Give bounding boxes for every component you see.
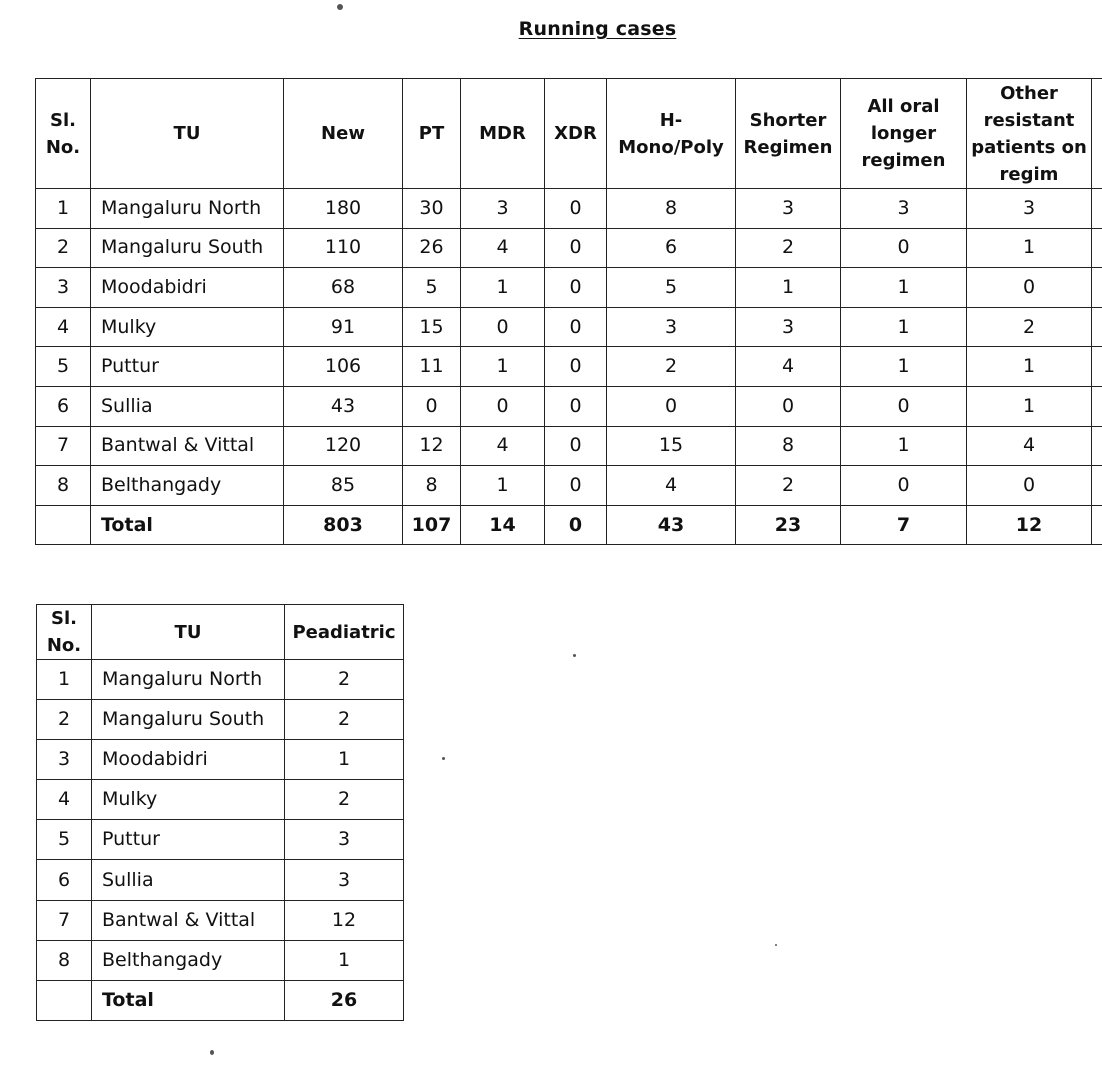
cell-xdr: 0	[545, 466, 607, 506]
total-h-mono-poly: 43	[607, 505, 736, 545]
total-row	[37, 980, 404, 1020]
cell-all-oral: 1	[841, 426, 967, 466]
cell-xdr: 0	[545, 347, 607, 387]
cell-h-mono-poly: 0	[607, 386, 736, 426]
cell-h-mono-poly: 3	[607, 307, 736, 347]
cell-sl-no: 3	[36, 268, 91, 308]
header-pt: PT	[403, 79, 461, 189]
cell-new: 91	[284, 307, 403, 347]
cell-sl-no: 2	[36, 228, 91, 268]
header-shorter-regimen: Shorter Regimen	[736, 79, 841, 189]
cell-other-resistant: 1	[967, 386, 1092, 426]
cell-h-mono-poly: 5	[607, 268, 736, 308]
cell-mdr: 4	[461, 426, 545, 466]
table-row	[37, 940, 404, 980]
table-row	[37, 740, 404, 780]
cell-all-oral: 1	[841, 307, 967, 347]
cell-tu: Mangaluru North	[91, 189, 284, 229]
header-xdr: XDR	[545, 79, 607, 189]
table-row	[37, 900, 404, 940]
cell-shorter-regimen: 8	[736, 426, 841, 466]
total-other-resistant: 12	[967, 505, 1092, 545]
cell-shorter-regimen: 1	[736, 268, 841, 308]
table-row	[37, 700, 404, 740]
table-row	[36, 189, 1102, 229]
cell-tu: Puttur	[91, 347, 284, 387]
cell-tu: Bantwal & Vittal	[91, 426, 284, 466]
cell-sl-no: 6	[36, 386, 91, 426]
table-row	[36, 347, 1102, 387]
cell-pt: 30	[403, 189, 461, 229]
cell-sl-no: 6	[37, 860, 92, 900]
cell-pt: 26	[403, 228, 461, 268]
table-row	[36, 426, 1102, 466]
cell-all-oral: 1	[841, 347, 967, 387]
cell-pt: 5	[403, 268, 461, 308]
total-peadiatric: 26	[285, 980, 404, 1020]
ped-header-sl-no: Sl. No.	[37, 605, 92, 660]
total-row	[36, 505, 1102, 545]
cell-h-mono-poly: 6	[607, 228, 736, 268]
cell-new: 180	[284, 189, 403, 229]
cell-tu: Mangaluru South	[91, 228, 284, 268]
cell-tu: Sullia	[92, 860, 285, 900]
cell-sl-no: 7	[36, 426, 91, 466]
cell-tu: Belthangady	[92, 940, 285, 980]
cell-sl-no: 5	[37, 820, 92, 860]
cell-new: 68	[284, 268, 403, 308]
table-row	[36, 386, 1102, 426]
cell-mdr: 0	[461, 386, 545, 426]
table-row	[36, 228, 1102, 268]
cell-new: 120	[284, 426, 403, 466]
cell-cut-off	[1092, 426, 1102, 466]
paediatric-table	[36, 604, 404, 1021]
cell-all-oral: 0	[841, 386, 967, 426]
header-all-oral: All oral longer regimen	[841, 79, 967, 189]
cell-tu: Puttur	[92, 820, 285, 860]
cell-other-resistant: 4	[967, 426, 1092, 466]
ped-header-row	[37, 605, 404, 660]
total-xdr: 0	[545, 505, 607, 545]
cell-sl-no: 5	[36, 347, 91, 387]
cell-tu: Belthangady	[91, 466, 284, 506]
cell-sl-no: 3	[37, 740, 92, 780]
cell-peadiatric: 3	[285, 820, 404, 860]
cell-sl-no: 8	[36, 466, 91, 506]
total-all-oral: 7	[841, 505, 967, 545]
cell-shorter-regimen: 2	[736, 466, 841, 506]
ped-header-peadiatric: Peadiatric	[285, 605, 404, 660]
cell-h-mono-poly: 4	[607, 466, 736, 506]
cell-tu: Moodabidri	[91, 268, 284, 308]
cell-pt: 8	[403, 466, 461, 506]
cell-new: 110	[284, 228, 403, 268]
cell-peadiatric: 3	[285, 860, 404, 900]
cell-sl-no: 2	[37, 700, 92, 740]
total-label: Total	[92, 980, 285, 1020]
cell-cut-off	[1092, 268, 1102, 308]
table-row	[37, 780, 404, 820]
scan-speck	[210, 1050, 214, 1055]
cell-peadiatric: 1	[285, 740, 404, 780]
scan-speck	[337, 4, 343, 10]
table-row	[37, 660, 404, 700]
cell-peadiatric: 2	[285, 700, 404, 740]
cell-tu: Mangaluru North	[92, 660, 285, 700]
table-row	[36, 466, 1102, 506]
table-row	[37, 820, 404, 860]
cell-xdr: 0	[545, 189, 607, 229]
cell-other-resistant: 1	[967, 347, 1092, 387]
cell-sl-no: 4	[37, 780, 92, 820]
cell-h-mono-poly: 15	[607, 426, 736, 466]
cell-new: 106	[284, 347, 403, 387]
total-mdr: 14	[461, 505, 545, 545]
cell-cut-off	[1092, 347, 1102, 387]
cell-tu: Mulky	[91, 307, 284, 347]
cell-sl-no: 8	[37, 940, 92, 980]
cell-h-mono-poly: 2	[607, 347, 736, 387]
cell-sl-no: 4	[36, 307, 91, 347]
cell-other-resistant: 1	[967, 228, 1092, 268]
header-new: New	[284, 79, 403, 189]
cell-new: 43	[284, 386, 403, 426]
cell-xdr: 0	[545, 228, 607, 268]
cell-sl-no: 1	[36, 189, 91, 229]
cell-sl-no: 7	[37, 900, 92, 940]
cell-cut-off	[1092, 307, 1102, 347]
cell-peadiatric: 1	[285, 940, 404, 980]
cell-tu: Bantwal & Vittal	[92, 900, 285, 940]
ped-header-tu: TU	[92, 605, 285, 660]
cell-xdr: 0	[545, 386, 607, 426]
table-row	[36, 307, 1102, 347]
cell-all-oral: 1	[841, 268, 967, 308]
running-cases-table	[35, 78, 1102, 545]
cell-mdr: 1	[461, 466, 545, 506]
table-row	[37, 860, 404, 900]
scan-speck	[442, 757, 445, 760]
cell-new: 85	[284, 466, 403, 506]
cell-cut-off	[1092, 386, 1102, 426]
header-mdr: MDR	[461, 79, 545, 189]
cell-tu: Moodabidri	[92, 740, 285, 780]
cell-pt: 12	[403, 426, 461, 466]
scan-speck	[573, 654, 576, 657]
total-pt: 107	[403, 505, 461, 545]
header-h-mono-poly: H-Mono/Poly	[607, 79, 736, 189]
cell-sl-no	[36, 505, 91, 545]
header-other-resistant: Other resistant patients on regim	[967, 79, 1092, 189]
cell-peadiatric: 2	[285, 780, 404, 820]
cell-tu: Mangaluru South	[92, 700, 285, 740]
cell-mdr: 4	[461, 228, 545, 268]
table-row	[36, 268, 1102, 308]
cell-xdr: 0	[545, 268, 607, 308]
cell-mdr: 0	[461, 307, 545, 347]
cell-shorter-regimen: 2	[736, 228, 841, 268]
total-new: 803	[284, 505, 403, 545]
cell-other-resistant: 0	[967, 268, 1092, 308]
cell-xdr: 0	[545, 307, 607, 347]
header-cut-off	[1092, 79, 1102, 189]
scan-speck	[775, 944, 777, 946]
cell-peadiatric: 12	[285, 900, 404, 940]
cell-shorter-regimen: 4	[736, 347, 841, 387]
cell-mdr: 1	[461, 268, 545, 308]
cell-mdr: 3	[461, 189, 545, 229]
total-shorter-regimen: 23	[736, 505, 841, 545]
cell-cut-off	[1092, 228, 1102, 268]
cell-mdr: 1	[461, 347, 545, 387]
cell-pt: 0	[403, 386, 461, 426]
cell-peadiatric: 2	[285, 660, 404, 700]
cell-xdr: 0	[545, 426, 607, 466]
cell-all-oral: 0	[841, 466, 967, 506]
cell-tu: Sullia	[91, 386, 284, 426]
page-title: Running cases	[518, 18, 677, 40]
cell-shorter-regimen: 0	[736, 386, 841, 426]
cell-all-oral: 3	[841, 189, 967, 229]
cell-sl-no: 1	[37, 660, 92, 700]
total-label: Total	[91, 505, 284, 545]
cell-pt: 11	[403, 347, 461, 387]
header-tu: TU	[91, 79, 284, 189]
header-sl-no: Sl. No.	[36, 79, 91, 189]
cell-other-resistant: 3	[967, 189, 1092, 229]
cell-cut-off	[1092, 189, 1102, 229]
cell-all-oral: 0	[841, 228, 967, 268]
cell-sl-no	[37, 980, 92, 1020]
cell-pt: 15	[403, 307, 461, 347]
cell-h-mono-poly: 8	[607, 189, 736, 229]
cell-tu: Mulky	[92, 780, 285, 820]
cell-cut-off	[1092, 505, 1102, 545]
header-row	[36, 79, 1102, 189]
cell-shorter-regimen: 3	[736, 307, 841, 347]
cell-other-resistant: 2	[967, 307, 1092, 347]
cell-other-resistant: 0	[967, 466, 1092, 506]
cell-shorter-regimen: 3	[736, 189, 841, 229]
cell-cut-off	[1092, 466, 1102, 506]
